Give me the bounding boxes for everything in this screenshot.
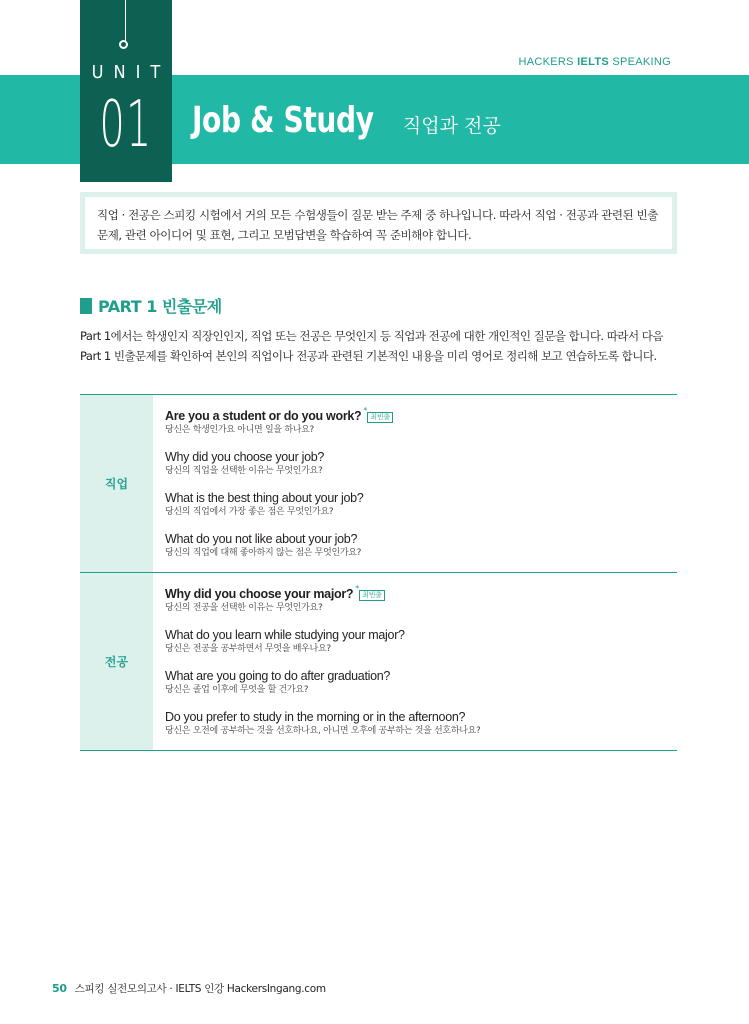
question-english: What do you not like about your job? bbox=[165, 532, 358, 546]
question-english: Why did you choose your job? bbox=[165, 450, 325, 464]
page-footer bbox=[52, 981, 326, 996]
question-item bbox=[165, 628, 677, 656]
frequent-badge: * 최빈출 bbox=[367, 412, 392, 423]
question-korean: 당신은 오전에 공부하는 것을 선호하나요, 아니면 오후에 공부하는 것을 선호하나요? bbox=[165, 726, 481, 736]
part-title: PART 1 빈출문제 bbox=[98, 297, 222, 316]
question-korean: 당신의 직업에 대해 좋아하지 않는 점은 무엇인가요? bbox=[165, 548, 362, 558]
part-description: Part 1에서는 학생인지 직장인인지, 직업 또는 전공은 무엇인지 등 직업과 전공에 대한 개인적인 질문을 합니다. 따라서 다음 Part 1 빈출문제를 확인하여 본인의 직업이나 전공과 관련된 기본적인 내용을 미리 영어로 정리해 보고 연습하도록 합니다. bbox=[80, 329, 663, 363]
question-list bbox=[153, 573, 677, 750]
part-heading bbox=[80, 294, 222, 317]
question-korean: 당신의 직업을 선택한 이유는 무엇인가요? bbox=[165, 466, 323, 476]
category-label: 직업 bbox=[80, 395, 153, 572]
question-korean: 당신의 직업에서 가장 좋은 점은 무엇인가요? bbox=[165, 507, 334, 517]
frequent-badge: * 최빈출 bbox=[359, 590, 384, 601]
question-korean: 당신은 졸업 이후에 무엇을 할 건가요? bbox=[165, 685, 309, 695]
page-title bbox=[192, 100, 501, 144]
question-english: What are you going to do after graduation? bbox=[165, 669, 391, 683]
brand-label: HACKERS IELTS SPEAKING bbox=[518, 56, 671, 68]
unit-block bbox=[80, 0, 172, 182]
star-icon: * bbox=[363, 406, 368, 415]
title-korean: 직업과 전공 bbox=[402, 115, 501, 137]
section-major bbox=[80, 572, 677, 750]
intro-box bbox=[80, 192, 677, 254]
square-icon bbox=[80, 298, 92, 314]
question-item bbox=[165, 584, 677, 615]
question-english: Are you a student or do you work? * 최빈출 bbox=[165, 409, 677, 424]
question-item bbox=[165, 491, 677, 519]
question-item bbox=[165, 710, 677, 738]
unit-number: 01 bbox=[99, 88, 153, 162]
category-label: 전공 bbox=[80, 573, 153, 750]
question-english: What do you learn while studying your major? bbox=[165, 628, 405, 642]
question-list bbox=[153, 395, 677, 572]
section-job bbox=[80, 395, 677, 572]
question-korean: 당신은 전공을 공부하면서 무엇을 배우나요? bbox=[165, 644, 331, 654]
question-item bbox=[165, 406, 677, 437]
star-icon: * bbox=[355, 584, 359, 593]
intro-text: 직업 · 전공은 스피킹 시험에서 거의 모든 수험생들이 질문 받는 주제 중 하나입니다. 따라서 직업 · 전공과 관련된 빈출문제, 관련 아이디어 및 표현, 그리고 모범답변을 학습하여 꼭 준비해야 합니다. bbox=[85, 197, 672, 249]
question-table bbox=[80, 394, 677, 751]
question-item bbox=[165, 669, 677, 697]
question-item bbox=[165, 450, 677, 478]
hanging-line bbox=[125, 0, 126, 41]
question-item bbox=[165, 532, 677, 560]
page-number: 50 bbox=[52, 982, 67, 995]
question-korean: 당신의 전공을 선택한 이유는 무엇인가요? bbox=[165, 603, 323, 613]
question-english: What is the best thing about your job? bbox=[165, 491, 364, 505]
question-english: Do you prefer to study in the morning or in the afternoon? bbox=[165, 710, 466, 724]
footer-text: 스피킹 실전모의고사 · IELTS 인강 HackersIngang.com bbox=[74, 983, 326, 995]
title-english: Job & Study bbox=[192, 100, 374, 141]
question-korean: 당신은 학생인가요 아니면 일을 하나요? bbox=[165, 425, 315, 435]
question-english: Why did you choose your major? * 최빈출 bbox=[165, 587, 677, 602]
unit-label: UNIT bbox=[91, 62, 171, 83]
ring-icon bbox=[119, 40, 128, 49]
